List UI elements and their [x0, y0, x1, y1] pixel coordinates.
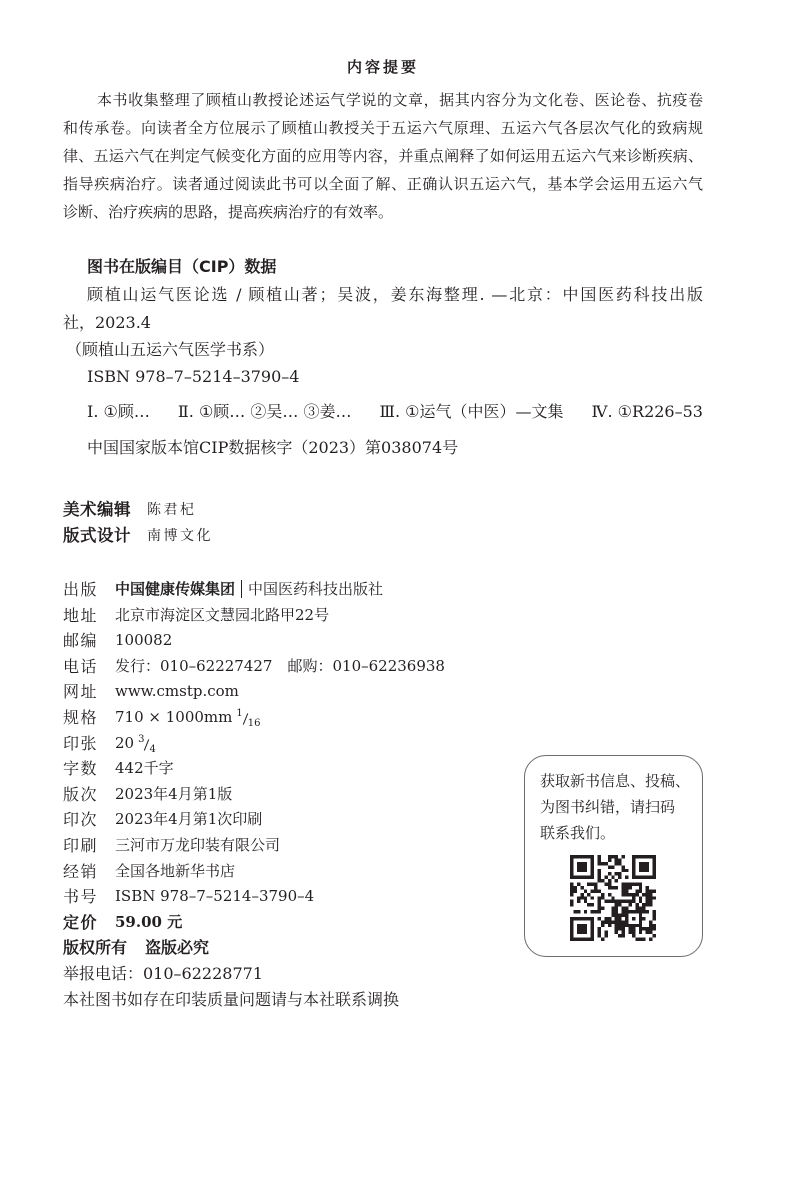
imprint-label: 地址 — [63, 605, 99, 625]
imprint-distributor — [63, 859, 503, 885]
copyright-notice — [63, 935, 503, 961]
summary-line-3: 律、五运六气在判定气候变化方面的应用等内容，并重点阐释了如何运用五运六气来诊断疾病、 — [63, 147, 703, 165]
summary-line-1: 本书收集整理了顾植山教授论述运气学说的文章，据其内容分为文化卷、医论卷、抗疫卷 — [97, 91, 703, 109]
publisher-group: 中国健康传媒集团 — [115, 580, 236, 598]
imprint-website — [63, 679, 503, 705]
cip-classification — [87, 398, 703, 426]
imprint-list — [63, 577, 503, 1012]
sheets-whole: 20 — [115, 733, 135, 752]
imprint-label: 版次 — [63, 784, 99, 804]
staff-art-editor-value: 陈君杞 — [147, 502, 197, 518]
cip-line-1: 顾植山运气医论选 / 顾植山著；吴波，姜东海整理. —北京：中国医药科技出版 — [87, 285, 703, 304]
imprint-label: 电话 — [63, 656, 99, 676]
imprint-postcode — [63, 628, 503, 654]
imprint-value: 100082 — [115, 631, 173, 650]
cip-heading: 图书在版编目（CIP）数据 — [87, 257, 277, 276]
qr-code-icon — [570, 855, 656, 941]
format-size: 710 × 1000mm — [115, 707, 233, 726]
imprint-book-number — [63, 884, 503, 910]
summary-line-4: 指导疾病治疗。读者通过阅读此书可以全面了解、正确认识五运六气，基本学会运用五运六气 — [63, 175, 703, 193]
imprint-label: 定价 — [63, 912, 99, 932]
cip-class-2: Ⅱ. ①顾… ②吴… ③姜… — [177, 402, 352, 421]
imprint-value: 北京市海淀区文慧园北路甲22号 — [115, 605, 330, 624]
imprint-value: ISBN 978–7–5214–3790–4 — [115, 887, 315, 906]
imprint-price — [63, 910, 503, 936]
imprint-label: 邮编 — [63, 631, 99, 651]
imprint-label: 经销 — [63, 861, 99, 881]
imprint-printer — [63, 833, 503, 859]
cip-series: （顾植山五运六气医学书系） — [66, 340, 275, 359]
cip-class-3: Ⅲ. ①运气（中医）—文集 — [379, 402, 564, 421]
phone-sales: 发行：010–62227427 — [115, 656, 273, 675]
copyright-second: 盗版必究 — [145, 938, 210, 958]
summary-line-5: 诊断、治疗疾病的思路，提高疾病治疗的有效率。 — [63, 203, 394, 221]
qr-modules — [570, 855, 656, 941]
report-phone — [63, 961, 503, 987]
cip-class-4: Ⅳ. ①R226–53 — [591, 402, 703, 421]
report-phone-text: 举报电话：010–62228771 — [63, 963, 263, 983]
imprint-printing — [63, 807, 503, 833]
imprint-label: 印次 — [63, 810, 99, 830]
qr-contact-box — [524, 755, 703, 957]
imprint-address — [63, 603, 503, 629]
sheets-fraction — [138, 735, 156, 755]
summary-title: 内容提要 — [346, 58, 419, 76]
quality-notice — [63, 987, 503, 1013]
quality-notice-text: 本社图书如存在印装质量问题请与本社联系调换 — [63, 989, 400, 1009]
imprint-value: 全国各地新华书店 — [115, 861, 236, 880]
price-value: 59.00 元 — [115, 912, 183, 931]
imprint-value: 442千字 — [115, 759, 174, 778]
imprint-value: 2023年4月第1次印刷 — [115, 810, 263, 829]
imprint-format — [63, 705, 503, 731]
imprint-label: 印张 — [63, 733, 99, 753]
imprint-edition — [63, 782, 503, 808]
imprint-sheets — [63, 731, 503, 757]
format-fraction — [236, 709, 260, 729]
imprint-publisher — [63, 577, 503, 603]
fraction-denominator: 16 — [247, 717, 261, 729]
imprint-label: 规格 — [63, 707, 99, 727]
imprint-value: www.cmstp.com — [115, 682, 239, 701]
cip-line-2: 社，2023.4 — [63, 313, 151, 332]
imprint-label: 印刷 — [63, 835, 99, 855]
phone-mail-order: 邮购：010–62236938 — [287, 656, 445, 675]
qr-box-line-1: 获取新书信息、投稿、 — [540, 772, 691, 790]
fraction-numerator: 1 — [236, 707, 243, 719]
imprint-label: 出版 — [63, 580, 99, 599]
qr-box-line-2: 为图书纠错，请扫码 — [540, 798, 676, 816]
fraction-denominator: 4 — [149, 743, 156, 755]
qr-box-line-3: 联系我们。 — [540, 824, 616, 842]
cip-class-1: Ⅰ. ①顾… — [87, 402, 150, 421]
staff-art-editor-label: 美术编辑 — [63, 500, 131, 519]
fraction-numerator: 3 — [138, 733, 145, 745]
staff-layout-design-value: 南博文化 — [147, 528, 213, 544]
cip-number: 中国国家版本馆CIP数据核字（2023）第038074号 — [87, 438, 459, 457]
imprint-label: 网址 — [63, 682, 99, 702]
imprint-word-count — [63, 756, 503, 782]
copyright-first: 版权所有 — [63, 938, 128, 958]
imprint-value: 2023年4月第1版 — [115, 784, 233, 803]
imprint-label: 书号 — [63, 887, 99, 907]
imprint-label: 字数 — [63, 759, 99, 779]
imprint-value: 三河市万龙印装有限公司 — [115, 835, 281, 854]
publisher-press: 中国医药科技出版社 — [241, 580, 383, 598]
staff-layout-design-label: 版式设计 — [63, 526, 131, 545]
qr-box-text — [540, 768, 690, 846]
cip-isbn: ISBN 978–7–5214–3790–4 — [87, 367, 300, 386]
imprint-phone — [63, 654, 503, 680]
summary-line-2: 和传承卷。向读者全方位展示了顾植山教授关于五运六气原理、五运六气各层次气化的致病规 — [63, 119, 703, 137]
